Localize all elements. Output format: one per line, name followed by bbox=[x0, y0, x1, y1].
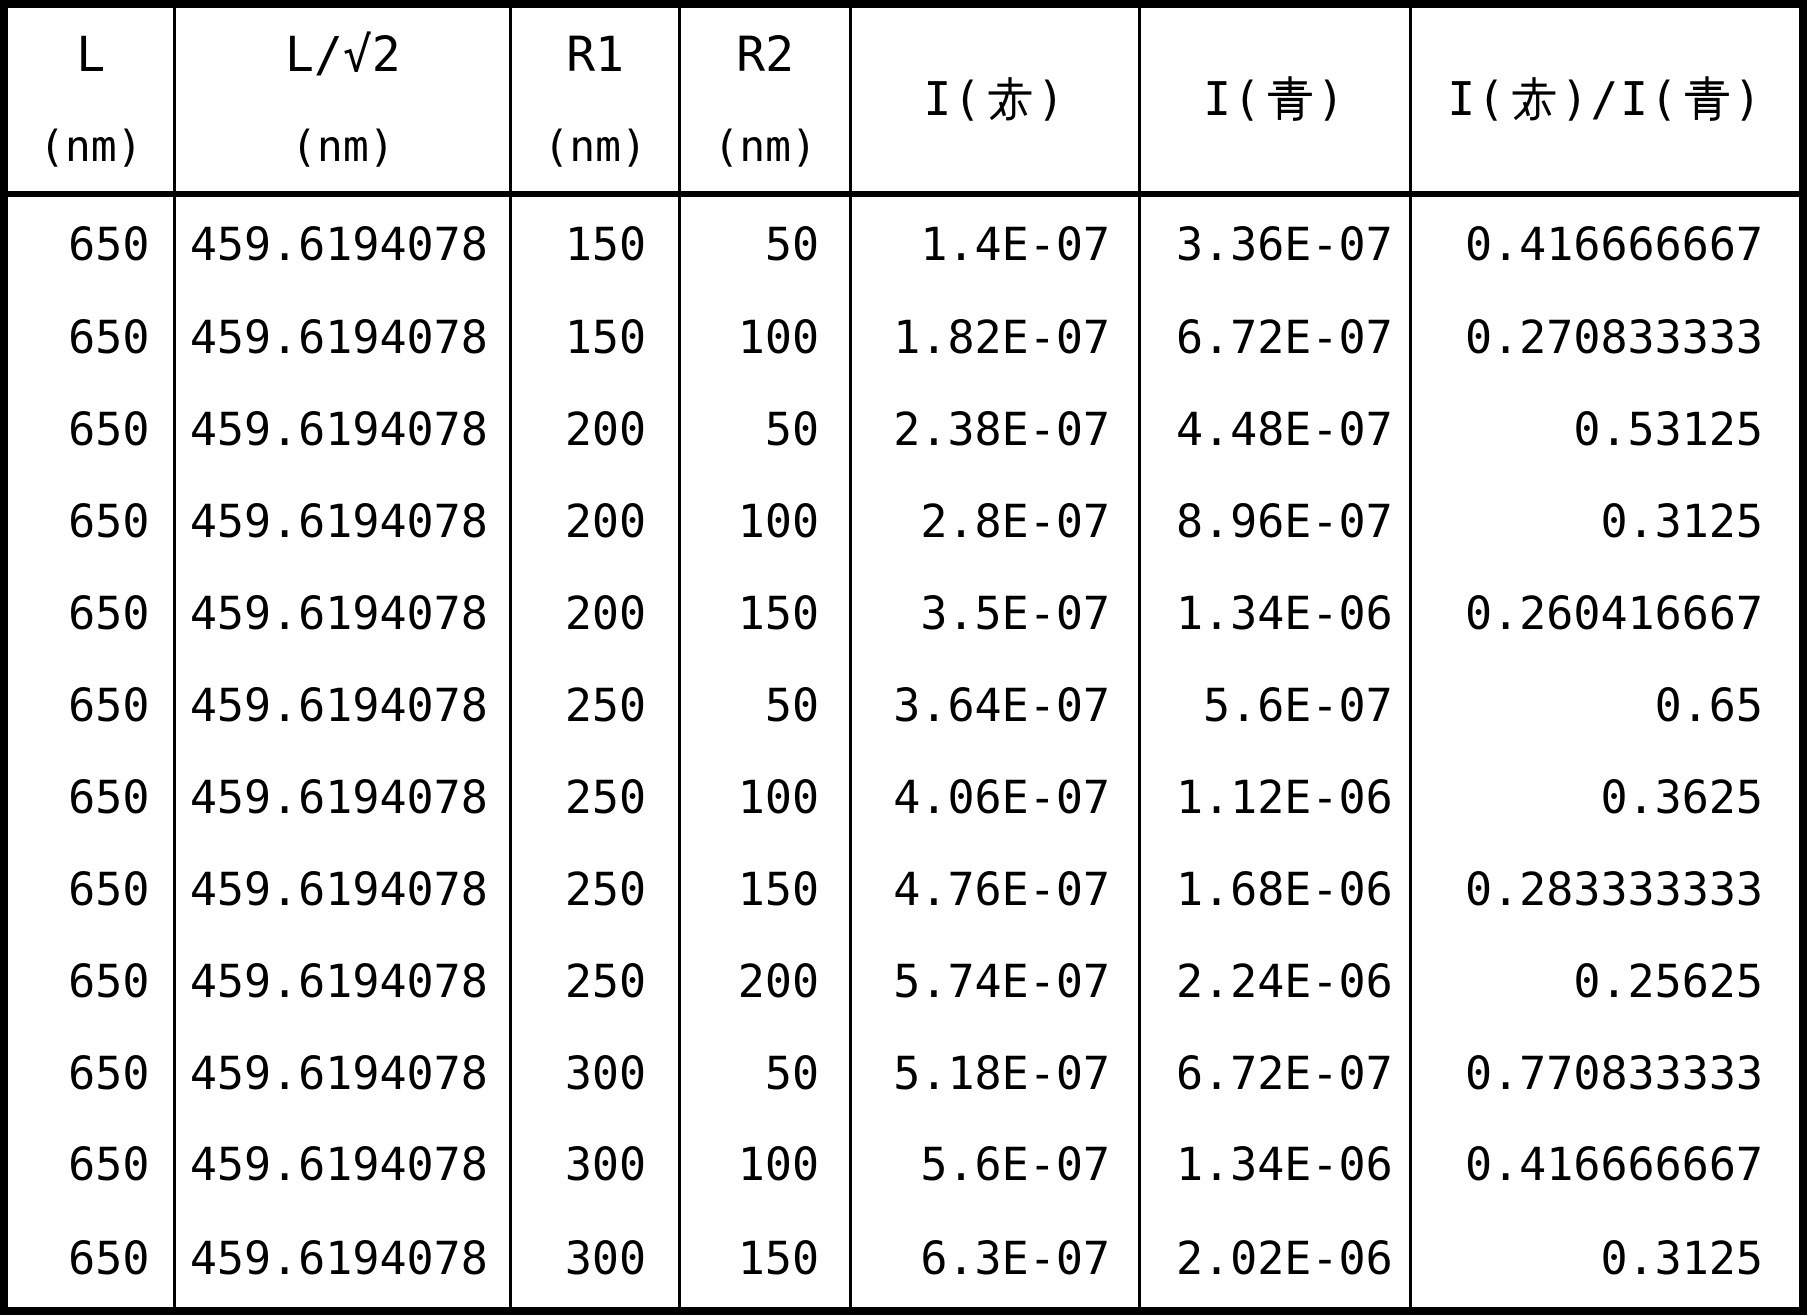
header-row bbox=[4, 4, 1803, 194]
table-row bbox=[4, 660, 1803, 752]
cell-ratio-value: 0.3625 bbox=[1410, 751, 1803, 843]
col-header-l-symbol: L bbox=[76, 26, 106, 83]
cell-r2-value: 150 bbox=[680, 1211, 851, 1311]
col-header-r1-symbol: R1 bbox=[566, 26, 625, 83]
cell-r2-value: 150 bbox=[680, 568, 851, 660]
col-header-r2 bbox=[680, 4, 851, 194]
cell-r1-value: 300 bbox=[511, 1211, 680, 1311]
kanji-red-glyph bbox=[987, 76, 1033, 122]
cell-i-red-value: 2.38E-07 bbox=[851, 384, 1140, 476]
cell-l-sqrt2-value: 459.6194078 bbox=[175, 843, 511, 935]
cell-l-value: 650 bbox=[68, 311, 150, 365]
cell-i-red-value: 3.64E-07 bbox=[851, 660, 1140, 752]
cell-ratio-value: 0.416666667 bbox=[1410, 1119, 1803, 1211]
cell-l-value: 650 bbox=[68, 403, 150, 457]
col-header-i-red-label: I( ) bbox=[923, 72, 1067, 126]
cell-ratio-value: 0.25625 bbox=[1410, 935, 1803, 1027]
cell-i-red-value: 1.82E-07 bbox=[851, 292, 1140, 384]
cell-r1-value: 250 bbox=[511, 751, 680, 843]
cell-i-blue-value: 5.6E-07 bbox=[1140, 660, 1411, 752]
cell-i-red-value: 3.5E-07 bbox=[851, 568, 1140, 660]
col-header-l bbox=[4, 4, 175, 194]
cell-ratio-value: 0.770833333 bbox=[1410, 1027, 1803, 1119]
cell-r2-value: 100 bbox=[680, 1119, 851, 1211]
cell-i-blue-value: 1.34E-06 bbox=[1140, 568, 1411, 660]
cell-r1-value: 250 bbox=[511, 843, 680, 935]
table-row bbox=[4, 194, 1803, 292]
cell-r1-value: 200 bbox=[511, 476, 680, 568]
col-header-i-blue-label: I( ) bbox=[1203, 72, 1347, 126]
cell-l-sqrt2-value: 459.6194078 bbox=[175, 292, 511, 384]
cell-l-sqrt2-value: 459.6194078 bbox=[175, 1027, 511, 1119]
col-header-i-red bbox=[851, 4, 1140, 194]
cell-l-value: 650 bbox=[68, 862, 150, 916]
table-row bbox=[4, 292, 1803, 384]
kanji-blue-glyph bbox=[1684, 76, 1730, 122]
cell-l-value: 650 bbox=[68, 954, 150, 1008]
cell-r2-value: 100 bbox=[680, 292, 851, 384]
cell-r1-value: 150 bbox=[511, 194, 680, 292]
cell-l-value: 650 bbox=[68, 587, 150, 641]
cell-r2-value: 150 bbox=[680, 843, 851, 935]
table-body bbox=[4, 194, 1803, 1311]
cell-l-value: 650 bbox=[68, 495, 150, 549]
cell-r1-value: 300 bbox=[511, 1119, 680, 1211]
cell-ratio-value: 0.260416667 bbox=[1410, 568, 1803, 660]
cell-l-sqrt2-value: 459.6194078 bbox=[175, 660, 511, 752]
table-row bbox=[4, 843, 1803, 935]
cell-l-sqrt2-value: 459.6194078 bbox=[175, 751, 511, 843]
col-header-i-red-over-i-blue bbox=[1410, 4, 1803, 194]
cell-r2-value: 50 bbox=[680, 194, 851, 292]
cell-i-blue-value: 1.12E-06 bbox=[1140, 751, 1411, 843]
table-row bbox=[4, 751, 1803, 843]
cell-i-red-value: 5.18E-07 bbox=[851, 1027, 1140, 1119]
col-header-l-sqrt2-unit: (nm) bbox=[291, 121, 395, 172]
cell-l-sqrt2-value: 459.6194078 bbox=[175, 935, 511, 1027]
col-header-i-blue bbox=[1140, 4, 1411, 194]
cell-l-sqrt2-value: 459.6194078 bbox=[175, 568, 511, 660]
cell-r2-value: 50 bbox=[680, 1027, 851, 1119]
cell-ratio-value: 0.65 bbox=[1410, 660, 1803, 752]
cell-i-blue-value: 1.34E-06 bbox=[1140, 1119, 1411, 1211]
table-row bbox=[4, 1027, 1803, 1119]
cell-i-red-value: 5.74E-07 bbox=[851, 935, 1140, 1027]
cell-l-value: 650 bbox=[68, 770, 150, 824]
cell-ratio-value: 0.53125 bbox=[1410, 384, 1803, 476]
col-header-l-unit: (nm) bbox=[38, 121, 143, 172]
cell-l-sqrt2-value: 459.6194078 bbox=[175, 384, 511, 476]
cell-i-blue-value: 2.24E-06 bbox=[1140, 935, 1411, 1027]
table-row bbox=[4, 384, 1803, 476]
col-header-l-sqrt2 bbox=[175, 4, 511, 194]
cell-ratio-value: 0.270833333 bbox=[1410, 292, 1803, 384]
table-row bbox=[4, 476, 1803, 568]
col-header-r1-unit: (nm) bbox=[543, 121, 647, 172]
cell-r1-value: 250 bbox=[511, 660, 680, 752]
table-row bbox=[4, 935, 1803, 1027]
cell-i-red-value: 4.76E-07 bbox=[851, 843, 1140, 935]
cell-r2-value: 100 bbox=[680, 476, 851, 568]
cell-l-value: 650 bbox=[68, 1046, 150, 1100]
table-row bbox=[4, 1211, 1803, 1311]
col-header-r1 bbox=[511, 4, 680, 194]
table-row bbox=[4, 1119, 1803, 1211]
cell-l-value: 650 bbox=[68, 1232, 150, 1286]
table-row bbox=[4, 568, 1803, 660]
cell-i-blue-value: 2.02E-06 bbox=[1140, 1211, 1411, 1311]
col-header-i-red-over-i-blue-label: I( )/I( ) bbox=[1447, 72, 1764, 126]
cell-i-blue-value: 6.72E-07 bbox=[1140, 1027, 1411, 1119]
cell-r2-value: 50 bbox=[680, 384, 851, 476]
cell-i-blue-value: 3.36E-07 bbox=[1140, 194, 1411, 292]
cell-i-blue-value: 8.96E-07 bbox=[1140, 476, 1411, 568]
cell-r1-value: 200 bbox=[511, 568, 680, 660]
cell-ratio-value: 0.416666667 bbox=[1410, 194, 1803, 292]
cell-l-sqrt2-value: 459.6194078 bbox=[175, 194, 511, 292]
cell-l-sqrt2-value: 459.6194078 bbox=[175, 1211, 511, 1311]
cell-l-sqrt2-value: 459.6194078 bbox=[175, 476, 511, 568]
cell-ratio-value: 0.3125 bbox=[1410, 476, 1803, 568]
cell-l-value: 650 bbox=[68, 218, 150, 271]
cell-i-blue-value: 4.48E-07 bbox=[1140, 384, 1411, 476]
cell-i-blue-value: 6.72E-07 bbox=[1140, 292, 1411, 384]
cell-r1-value: 250 bbox=[511, 935, 680, 1027]
cell-r1-value: 200 bbox=[511, 384, 680, 476]
kanji-red-glyph bbox=[1511, 76, 1557, 122]
cell-i-red-value: 4.06E-07 bbox=[851, 751, 1140, 843]
cell-i-red-value: 2.8E-07 bbox=[851, 476, 1140, 568]
col-header-r2-symbol: R2 bbox=[736, 26, 794, 83]
cell-r2-value: 100 bbox=[680, 751, 851, 843]
cell-i-red-value: 1.4E-07 bbox=[851, 194, 1140, 292]
cell-r2-value: 200 bbox=[680, 935, 851, 1027]
cell-l-value: 650 bbox=[68, 1138, 150, 1192]
cell-l-sqrt2-value: 459.6194078 bbox=[175, 1119, 511, 1211]
cell-l-value: 650 bbox=[68, 679, 150, 733]
cell-i-red-value: 6.3E-07 bbox=[851, 1211, 1140, 1311]
cell-ratio-value: 0.3125 bbox=[1410, 1211, 1803, 1311]
cell-ratio-value: 0.283333333 bbox=[1410, 843, 1803, 935]
cell-r2-value: 50 bbox=[680, 660, 851, 752]
kanji-blue-glyph bbox=[1267, 76, 1313, 122]
cell-i-red-value: 5.6E-07 bbox=[851, 1119, 1140, 1211]
cell-r1-value: 300 bbox=[511, 1027, 680, 1119]
cell-i-blue-value: 1.68E-06 bbox=[1140, 843, 1411, 935]
col-header-l-sqrt2-symbol: L/√2 bbox=[285, 26, 401, 83]
col-header-r2-unit: (nm) bbox=[713, 121, 817, 172]
cell-r1-value: 150 bbox=[511, 292, 680, 384]
